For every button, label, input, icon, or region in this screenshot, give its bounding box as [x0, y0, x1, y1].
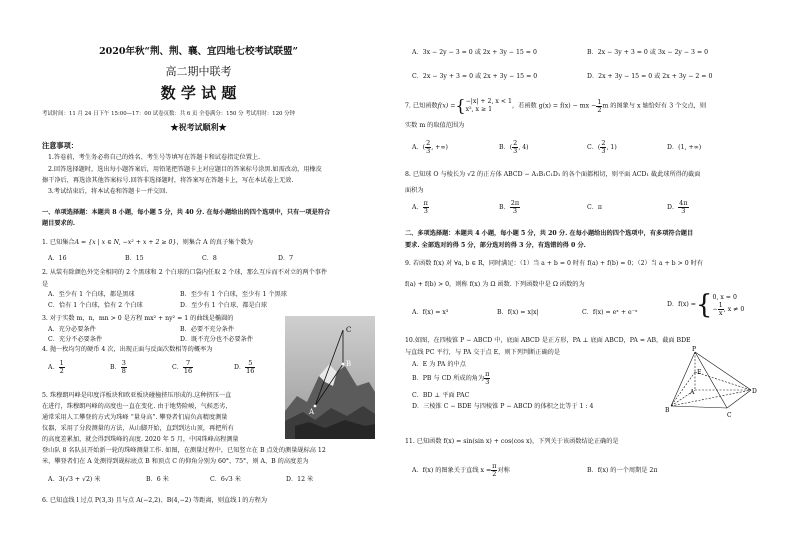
q9-option-b: B．f(x) = x|x|	[497, 309, 539, 316]
q4-option-d: D． $\frac{5}{16}$	[234, 359, 255, 375]
q3-option-c: C．充分不必要条件	[48, 336, 103, 343]
q11-stem: 11. 已知函数 f(x) = sin(sin x) + cos(cos x)，下列关于该函数结论正确的是	[405, 438, 619, 445]
right-page	[397, 0, 794, 550]
q8-option-d: D． $\frac{4\pi}{3}$	[667, 199, 688, 215]
q5-line-3: 通常采用人工攀登的方式为珠峰 “量身高”. 攀登者们肩负高精度测量	[42, 414, 228, 421]
q2-stem-2: 是	[42, 281, 49, 288]
q7-option-d: D．(1, +∞)	[667, 144, 702, 151]
q1-option-b: B．15	[125, 255, 144, 262]
q9-stem-2: f(a) + f(b) > 0，则称 f(x) 为 Ω 函数. 下列函数中是 Ω 函数的为	[405, 281, 585, 288]
pyramid-label-e: E	[697, 369, 702, 376]
q5-line-4: 仪器，采用了分段测量的方法，从山脚开始，直到到达山顶，再把所有	[42, 425, 234, 432]
q9-stem: 9. 若函数 f(x) 对 ∀a, b ∈ R，同时满足：（1）当 a + b = 0 时有 f(a) + f(b) = 0；（2）当 a + b > 0 时有	[405, 260, 704, 267]
q9-option-d: D．f(x) ={ 0, x = 0 − $\frac{1}{x}$ , x ≠ 0	[667, 290, 745, 320]
q5-option-d: D．12 米	[286, 476, 314, 483]
q1-option-c: C．8	[202, 255, 217, 262]
notes-heading: 注意事项：	[42, 141, 78, 150]
section1-head: 一、单项选择题：本题共 8 小题，每小题 5 分，共 40 分. 在每小题给出的四个选项中，只有一项是符合	[42, 209, 331, 216]
mountain-label-c: C	[346, 326, 352, 334]
exam-meta: 考试时间：11 月 24 日下午 15:00—17：00 试卷页数：共 6 页 全卷满分：150 分 考试用时：120 分钟	[42, 111, 295, 117]
pyramid-label-p: P	[692, 346, 697, 353]
q5-line-1: 5. 珠穆朗玛峰是印度洋板块和欧亚板块碰撞挤压形成的.这种挤压一直	[42, 392, 232, 399]
q3-option-a: A．充分必要条件	[48, 326, 96, 333]
q9-option-c: C．f(x) = eˣ + e⁻ˣ	[582, 309, 638, 316]
exam-subtitle: 高二期中联考	[165, 65, 232, 78]
q6-option-a: A．3x − 2y − 3 = 0 或 2x + 3y − 15 = 0	[412, 49, 537, 56]
q10-option-c: C．BD ⊥ 平面 PAC	[412, 392, 470, 399]
section1-head2: 题目要求的.	[42, 220, 76, 227]
q7-stem: 7. 已知函数f(x) ={ −|x| + 2, x < 1 x², x ≥ 1 ，若函数 g(x) = f(x) − mx − $\frac{1}{2}$ m 的图象与 x 轴恰好有 3 个交点，则	[405, 96, 707, 115]
q10-option-a: A．E 为 PA 的中点	[412, 361, 466, 368]
q8-option-a: A． $\frac{\pi}{3}$	[412, 199, 428, 215]
q5-option-c: C．6√3 米	[210, 476, 241, 483]
pyramid-label-d: D	[752, 388, 757, 395]
q1-stem: 1. 已知集合A = {x | x ∈ N, −x² + x + 2 ≥ 0}，则集合 A 的真子集个数为	[42, 239, 253, 246]
q3-option-b: B．必要不充分条件	[180, 326, 235, 333]
q5-line-7: 米，攀登者们在 A 处测得到觇标底点 B 和顶点 C 的仰角分别为 60°、75°，则 A、B 的高度差为	[42, 458, 309, 465]
q7-option-a: A．( $\frac{2}{3}$ , +∞)	[412, 139, 448, 155]
q7-option-c: C．( $\frac{2}{3}$ , 1)	[587, 139, 617, 155]
q6-option-c: C．2x − 3y + 3 = 0 或 2x + 3y − 15 = 0	[412, 73, 538, 80]
q2-option-c: C．恰有 1 个白球，恰有 2 个白球	[48, 302, 143, 309]
q5-line-6: 登山队 8 名队员开始新一轮的珠峰测量工作. 如图，在测量过程中，已知竖立在 B 点处的测量觇标高 12	[42, 447, 326, 454]
q2-option-b: B．至少有 1 个白球，至少有 1 个黑球	[180, 291, 287, 298]
pyramid-label-b: B	[665, 407, 670, 414]
mountain-label-a: A	[309, 408, 315, 416]
good-luck: ★祝考试顺利★	[170, 122, 227, 132]
q6-option-d: D．2x + 3y − 15 = 0 或 2x + 3y − 2 = 0	[587, 73, 713, 80]
q8-stem: 8. 已知球 O 与棱长为 √2 的正方体 ABCD − A₁B₁C₁D₁ 的各个面都相切，则平面 ACD₁ 截此球所得的截面	[405, 171, 701, 178]
note-2b: 擦干净后，再选涂其他答案标号.回答非选择题时，将答案写在答题卡上，写在本试卷上无效.	[42, 177, 294, 184]
q4-stem: 4. 抛一枚均匀的硬币 4 次，出现正面与反面次数相等的概率为	[42, 346, 213, 353]
note-2: 2.回答选择题时，选出每小题答案后，用铅笔把答题卡上对应题目的答案标号涂黑.如需改动，用橡皮	[48, 166, 322, 173]
pyramid-figure	[659, 346, 759, 421]
mountain-label-b: B	[346, 360, 352, 368]
note-1: 1.答卷前，考生务必将自己的姓名、考生号等填写在答题卡和试卷指定位置上.	[48, 154, 261, 161]
pyramid-label-a: A	[690, 389, 695, 396]
section2-head-2: 要求. 全部选对的得 5 分，部分选对的得 3 分，有选错的得 0 分.	[405, 242, 586, 249]
section2-head: 二、多项选择题：本题共 4 小题，每小题 5 分，共 20 分. 在每小题给出的四个选项中，有多项符合题目	[405, 230, 694, 237]
q3-option-d: D．既不充分也不必要条件	[180, 336, 254, 343]
exam-name: 数 学 试 题	[160, 84, 237, 102]
q2-option-d: D．至少有 1 个白球，都是白球	[180, 302, 268, 309]
q10-option-d: D．三棱锥 C − BDE 与四棱锥 P − ABCD 的体积之比等于 1 : 4	[412, 403, 594, 410]
note-3: 3.考试结束后，将本试卷和答题卡一并交回.	[48, 188, 168, 195]
q7-option-b: B．( $\frac{2}{3}$ , 4)	[499, 139, 529, 155]
q6-stem: 6. 已知直线 l 过点 P(3,3) 且与点 A(−2,2)、B(4,−2) 等距离，则直线 l 的方程为	[42, 497, 268, 504]
mountain-figure	[285, 316, 375, 439]
q10-option-b: B．PB 与 CD 所成的角为 $\frac{\pi}{3}$	[412, 370, 490, 386]
q11-option-a: A．f(x) 的图象关于直线 x = $\frac{\pi}{2}$ 对称	[412, 462, 510, 478]
q2-option-a: A．至少有 1 个白球，都是黑球	[48, 291, 135, 298]
q1-option-d: D．7	[278, 255, 294, 262]
q11-option-b: B．f(x) 的一个周期是 2π	[587, 467, 658, 474]
q10-stem-2: 与直线 PC 平行，与 PA 交于点 E，则下列判断正确的是	[405, 349, 561, 356]
q8-option-b: B． $\frac{2\pi}{3}$	[499, 199, 520, 215]
exam-union-title: 2020年秋“荆、荆、襄、宜四地七校考试联盟”	[99, 46, 298, 57]
q7-stem-2: 实数 m 的取值范围为	[405, 122, 465, 129]
q5-option-b: B．6 米	[146, 476, 169, 483]
q5-line-5: 的高度差累加，就会得到珠峰的高度. 2020 年 5 月，中国珠峰高程测量	[42, 436, 239, 443]
q9-option-a: A．f(x) = x³	[412, 309, 449, 316]
q4-option-c: C． $\frac{7}{16}$	[172, 359, 193, 375]
q5-line-2: 在进行，珠穆朗玛峰的高度也一直在变化. 由于地势险峻，气候恶劣，	[42, 403, 232, 410]
q3-stem: 3. 对于实数 m，n，mn > 0 是方程 mx² + ny² = 1 的曲线是椭圆的	[42, 315, 234, 322]
q4-option-b: B． $\frac{3}{8}$	[110, 359, 126, 375]
q8-stem-2: 面积为	[405, 187, 424, 194]
q1-option-a: A．16	[48, 255, 67, 262]
q10-stem: 10.如图，在四棱锥 P − ABCD 中，底面 ABCD 是正方形，PA ⊥ 底面 ABCD，PA = AB，截面 BDE	[405, 337, 691, 344]
pyramid-label-c: C	[727, 412, 732, 419]
q2-stem: 2. 从装有除颜色外完全相同的 2 个黑球和 2 个白球的口袋内任取 2 个球，那么互斥而不对立的两个事件	[42, 269, 328, 276]
q4-option-a: A． $\frac{1}{2}$	[48, 359, 64, 375]
q5-option-a: A．3(√3 + √2) 米	[48, 476, 101, 483]
q1-set: A = {x | x ∈ N, −x² + x + 2 ≥ 0}	[74, 239, 177, 246]
q8-option-c: C．π	[587, 204, 602, 211]
q6-option-b: B．2x − 3y + 3 = 0 或 3x − 2y − 3 = 0	[587, 49, 709, 56]
